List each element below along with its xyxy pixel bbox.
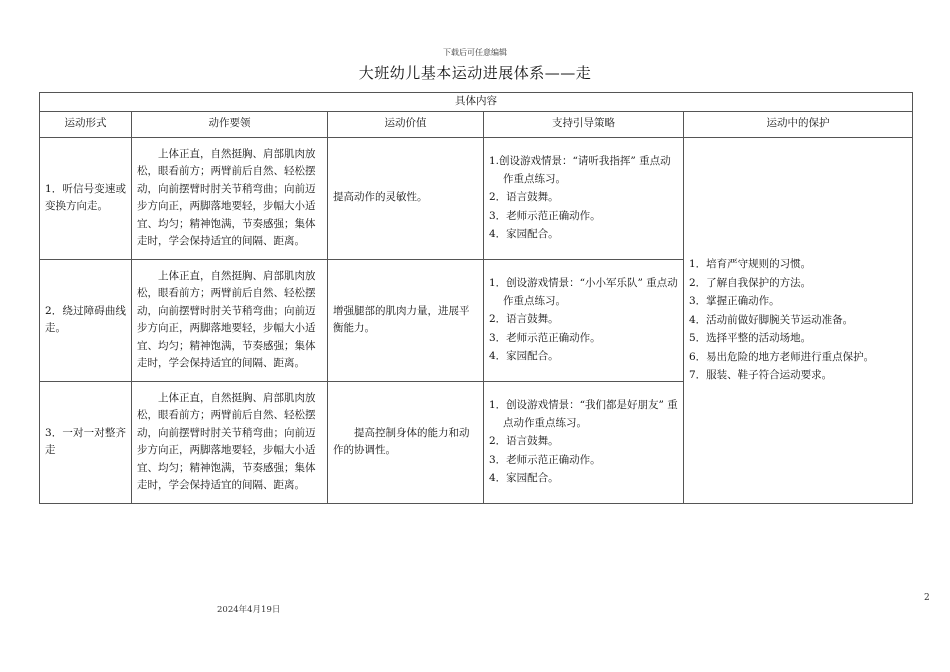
strategy-item: 1．创设游戏情景：“小小军乐队” 重点动作重点练习。: [489, 277, 678, 307]
strategy-list: [489, 396, 678, 488]
column-header-action: 动作要领: [132, 111, 328, 137]
strategy-item: 1.创设游戏情景：“请听我指挥” 重点动作重点练习。: [489, 155, 671, 185]
strategy-list: [489, 152, 678, 244]
motion-form-cell: 3．一对一对整齐走: [40, 381, 132, 503]
strategy-item: 2．语言鼓舞。: [489, 191, 559, 204]
table-row: [40, 137, 913, 259]
strategy-item: 4．家园配合。: [489, 472, 559, 485]
footer-date: 2024年4月19日: [217, 605, 281, 615]
content-table: [39, 92, 913, 504]
motion-value-cell: 提高动作的灵敏性。: [328, 137, 484, 259]
protection-item: 2．了解自我保护的方法。: [689, 276, 812, 289]
protection-item: 1．培育严守规则的习惯。: [689, 258, 812, 271]
strategy-item: 3．老师示范正确动作。: [489, 209, 601, 222]
strategy-cell: [484, 137, 684, 259]
motion-form-cell: 1．听信号变速或变换方向走。: [40, 137, 132, 259]
column-header-form: 运动形式: [40, 111, 132, 137]
action-essentials-cell: 上体正直，自然挺胸、肩部肌肉放松，眼看前方；两臂前后自然、轻松摆动，向前摆臂时肘关节稍弯曲；向前迈步方向正，两脚落地要轻，步幅大小适宜、均匀；精神饱满，节奏感强；集体走时，学会保持适宜的间隔、距离。: [132, 259, 328, 381]
strategy-item: 4．家园配合。: [489, 350, 559, 363]
page-number: 2: [924, 593, 930, 603]
strategy-item: 3．老师示范正确动作。: [489, 453, 601, 466]
table-span-header: 具体内容: [40, 93, 913, 112]
strategy-item: 4．家园配合。: [489, 228, 559, 241]
protection-list: [689, 255, 907, 385]
strategy-cell: [484, 381, 684, 503]
action-essentials-cell: 上体正直，自然挺胸、肩部肌肉放松，眼看前方；两臂前后自然、轻松摆动，向前摆臂时肘关节稍弯曲；向前迈步方向正，两脚落地要轻，步幅大小适宜、均匀；精神饱满，节奏感强；集体走时，学会保持适宜的间隔、距离。: [132, 381, 328, 503]
strategy-list: [489, 274, 678, 366]
document-title: 大班幼儿基本运动进展体系——走: [358, 64, 592, 82]
motion-form-cell: 2．绕过障碍曲线走。: [40, 259, 132, 381]
protection-item: 6．易出危险的地方老师进行重点保护。: [689, 350, 875, 363]
protection-item: 4．活动前做好脚腕关节运动准备。: [689, 313, 854, 326]
motion-value-cell: 提高控制身体的能力和动作的协调性。: [328, 381, 484, 503]
strategy-cell: [484, 259, 684, 381]
protection-item: 5．选择平整的活动场地。: [689, 332, 812, 345]
protection-cell: [684, 137, 913, 503]
protection-item: 3．掌握正确动作。: [689, 295, 780, 308]
column-header-protection: 运动中的保护: [684, 111, 913, 137]
strategy-item: 2．语言鼓舞。: [489, 435, 559, 448]
strategy-item: 3．老师示范正确动作。: [489, 331, 601, 344]
strategy-item: 2．语言鼓舞。: [489, 313, 559, 326]
strategy-item: 1．创设游戏情景：“我们都是好朋友” 重点动作重点练习。: [489, 399, 678, 429]
action-essentials-cell: 上体正直，自然挺胸、肩部肌肉放松，眼看前方；两臂前后自然、轻松摆动，向前摆臂时肘关节稍弯曲；向前迈步方向正，两脚落地要轻，步幅大小适宜、均匀；精神饱满，节奏感强；集体走时，学会保持适宜的间隔、距离。: [132, 137, 328, 259]
column-header-strategy: 支持引导策略: [484, 111, 684, 137]
column-header-value: 运动价值: [328, 111, 484, 137]
protection-item: 7．服装、鞋子符合运动要求。: [689, 369, 833, 382]
motion-value-cell: 增强腿部的肌肉力量，进展平衡能力。: [328, 259, 484, 381]
header-note: 下载后可任意编辑: [443, 48, 507, 57]
